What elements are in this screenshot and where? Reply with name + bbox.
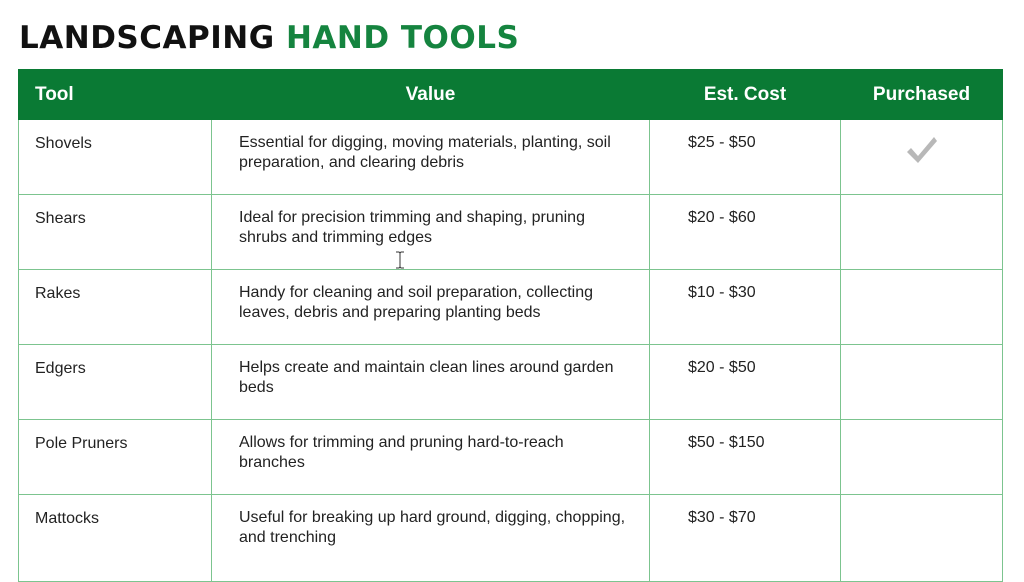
table-row xyxy=(19,195,1003,270)
checkmark-icon xyxy=(905,135,939,167)
text-cursor-icon xyxy=(395,251,405,269)
value-cell: Helps create and maintain clean lines around garden beds xyxy=(212,345,650,420)
tool-cell: Shovels xyxy=(19,120,212,195)
header-value: Value xyxy=(212,70,650,120)
tool-cell: Shears xyxy=(19,195,212,270)
page-title xyxy=(19,18,519,58)
purchased-cell[interactable] xyxy=(841,270,1003,345)
table-row xyxy=(19,270,1003,345)
value-cell: Useful for breaking up hard ground, digging, chopping, and trenching xyxy=(212,495,650,582)
tool-cell: Mattocks xyxy=(19,495,212,582)
table-row xyxy=(19,120,1003,195)
title-part-landscaping: LANDSCAPING xyxy=(19,20,275,56)
cost-cell: $20 - $60 xyxy=(650,195,841,270)
table-header-row xyxy=(19,70,1003,120)
value-cell: Allows for trimming and pruning hard-to-reach branches xyxy=(212,420,650,495)
title-part-hand-tools: HAND TOOLS xyxy=(285,20,520,56)
value-cell: Essential for digging, moving materials, planting, soil preparation, and clearing debris xyxy=(212,120,650,195)
purchased-cell[interactable] xyxy=(841,495,1003,582)
header-tool: Tool xyxy=(19,70,212,120)
header-purchased: Purchased xyxy=(841,70,1003,120)
value-cell: Ideal for precision trimming and shaping, pruning shrubs and trimming edges xyxy=(212,195,650,270)
tool-cell: Edgers xyxy=(19,345,212,420)
purchased-cell[interactable] xyxy=(841,120,1003,195)
purchased-cell[interactable] xyxy=(841,345,1003,420)
tool-cell: Pole Pruners xyxy=(19,420,212,495)
purchased-cell[interactable] xyxy=(841,195,1003,270)
table-row xyxy=(19,420,1003,495)
tool-cell: Rakes xyxy=(19,270,212,345)
cost-cell: $10 - $30 xyxy=(650,270,841,345)
table-row xyxy=(19,495,1003,582)
cost-cell: $50 - $150 xyxy=(650,420,841,495)
cost-cell: $25 - $50 xyxy=(650,120,841,195)
value-cell: Handy for cleaning and soil preparation, collecting leaves, debris and preparing planting beds xyxy=(212,270,650,345)
cost-cell: $30 - $70 xyxy=(650,495,841,582)
cost-cell: $20 - $50 xyxy=(650,345,841,420)
header-est-cost: Est. Cost xyxy=(650,70,841,120)
table-row xyxy=(19,345,1003,420)
tools-table xyxy=(18,69,1003,582)
purchased-cell[interactable] xyxy=(841,420,1003,495)
